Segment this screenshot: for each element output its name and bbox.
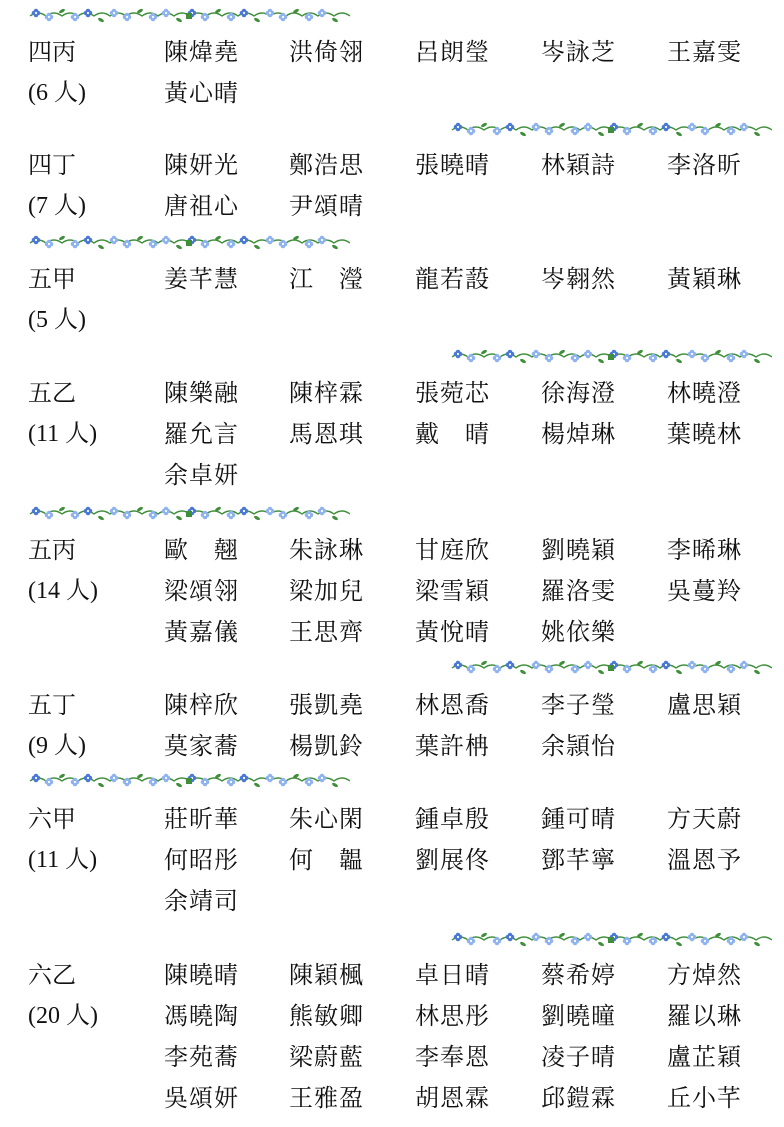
student-name: 胡恩霖 xyxy=(415,1084,490,1112)
student-name: 陳梓霖 xyxy=(289,379,364,407)
class-name: 六乙 xyxy=(28,961,76,989)
student-name: 李晞琳 xyxy=(667,536,742,564)
class-name: 六甲 xyxy=(28,805,76,833)
student-name: 卓日晴 xyxy=(415,961,490,989)
student-count: (11 人) xyxy=(28,421,98,447)
student-count: (5 人) xyxy=(28,307,86,333)
student-name: 劉展佟 xyxy=(415,846,490,874)
student-name: 方天蔚 xyxy=(667,805,742,833)
student-name: 王思齊 xyxy=(289,618,364,646)
student-name: 姚依樂 xyxy=(541,618,616,646)
student-name: 熊敏卿 xyxy=(289,1002,364,1030)
student-name: 陳穎楓 xyxy=(289,961,364,989)
class-name: 四丁 xyxy=(28,151,76,179)
student-name: 羅以琳 xyxy=(667,1002,742,1030)
student-name: 楊焯琳 xyxy=(541,420,616,448)
student-name: 劉曉曈 xyxy=(541,1002,616,1030)
student-name: 龍若蔎 xyxy=(415,265,490,293)
student-name: 岑翱然 xyxy=(541,265,616,293)
student-name: 丘小芊 xyxy=(667,1084,742,1112)
student-name: 黃穎琳 xyxy=(667,265,742,293)
student-name: 李子瑩 xyxy=(541,691,616,719)
student-name: 江 瀅 xyxy=(289,265,364,293)
student-name: 何昭彤 xyxy=(164,846,239,874)
student-name: 何 韞 xyxy=(289,846,364,874)
student-name: 盧芷穎 xyxy=(667,1043,742,1071)
student-name: 王嘉雯 xyxy=(667,38,742,66)
student-name: 林恩喬 xyxy=(415,691,490,719)
student-name: 張凱堯 xyxy=(289,691,364,719)
class-name: 五丁 xyxy=(28,691,76,719)
student-name: 凌子晴 xyxy=(541,1043,616,1071)
student-name: 呂朗瑩 xyxy=(415,38,490,66)
floral-divider-icon xyxy=(28,231,350,253)
student-name: 劉曉穎 xyxy=(541,536,616,564)
student-name: 黃悅晴 xyxy=(415,618,490,646)
floral-divider-icon xyxy=(450,345,772,367)
student-name: 梁加兒 xyxy=(289,577,364,605)
student-count: (9 人) xyxy=(28,733,86,759)
student-name: 尹頌晴 xyxy=(289,192,364,220)
student-name: 張曉晴 xyxy=(415,151,490,179)
class-name: 五乙 xyxy=(28,379,76,407)
student-name: 陳梓欣 xyxy=(164,691,239,719)
floral-divider-icon xyxy=(450,656,772,678)
student-name: 莊昕華 xyxy=(164,805,239,833)
student-name: 羅洛雯 xyxy=(541,577,616,605)
student-name: 羅允言 xyxy=(164,420,239,448)
floral-divider-icon xyxy=(28,769,350,791)
student-name: 徐海澄 xyxy=(541,379,616,407)
student-name: 陳煒堯 xyxy=(164,38,239,66)
student-name: 邱鎧霖 xyxy=(541,1084,616,1112)
student-name: 吳頌妍 xyxy=(164,1084,239,1112)
student-name: 李洛昕 xyxy=(667,151,742,179)
floral-divider-icon xyxy=(28,502,350,524)
student-name: 鄧芊寧 xyxy=(541,846,616,874)
student-name: 陳樂融 xyxy=(164,379,239,407)
student-name: 戴 晴 xyxy=(415,420,490,448)
student-name: 陳妍光 xyxy=(164,151,239,179)
student-name: 馬恩琪 xyxy=(289,420,364,448)
student-name: 葉許柟 xyxy=(415,732,490,760)
student-name: 朱詠琳 xyxy=(289,536,364,564)
student-name: 張菀芯 xyxy=(415,379,490,407)
student-name: 梁蔚藍 xyxy=(289,1043,364,1071)
floral-divider-icon xyxy=(28,4,350,26)
student-name: 鍾卓殷 xyxy=(415,805,490,833)
student-name: 林曉澄 xyxy=(667,379,742,407)
student-count: (7 人) xyxy=(28,193,86,219)
student-name: 余靖司 xyxy=(164,887,239,915)
student-name: 余頴怡 xyxy=(541,732,616,760)
floral-divider-icon xyxy=(450,118,772,140)
student-name: 余卓妍 xyxy=(164,461,239,489)
student-name: 林思彤 xyxy=(415,1002,490,1030)
student-name: 黃心晴 xyxy=(164,79,239,107)
student-name: 鍾可晴 xyxy=(541,805,616,833)
student-name: 溫恩予 xyxy=(667,846,742,874)
student-name: 李苑蕎 xyxy=(164,1043,239,1071)
student-count: (6 人) xyxy=(28,80,86,106)
floral-divider-icon xyxy=(450,928,772,950)
student-name: 李奉恩 xyxy=(415,1043,490,1071)
student-name: 盧思穎 xyxy=(667,691,742,719)
student-name: 吳蔓羚 xyxy=(667,577,742,605)
student-name: 蔡希婷 xyxy=(541,961,616,989)
student-name: 黃嘉儀 xyxy=(164,618,239,646)
student-count: (14 人) xyxy=(28,578,98,604)
student-name: 朱心閑 xyxy=(289,805,364,833)
student-name: 岑詠芝 xyxy=(541,38,616,66)
student-name: 姜芊慧 xyxy=(164,265,239,293)
student-count: (20 人) xyxy=(28,1003,98,1029)
class-name: 五丙 xyxy=(28,536,76,564)
student-name: 馮曉陶 xyxy=(164,1002,239,1030)
student-name: 王雅盈 xyxy=(289,1084,364,1112)
student-count: (11 人) xyxy=(28,847,98,873)
student-name: 莫家蕎 xyxy=(164,732,239,760)
student-name: 葉曉林 xyxy=(667,420,742,448)
student-name: 林穎詩 xyxy=(541,151,616,179)
student-name: 歐 翹 xyxy=(164,536,239,564)
class-name: 五甲 xyxy=(28,265,76,293)
student-name: 方焯然 xyxy=(667,961,742,989)
class-name: 四丙 xyxy=(28,38,76,66)
student-name: 甘庭欣 xyxy=(415,536,490,564)
student-name: 鄭浩思 xyxy=(289,151,364,179)
student-name: 唐祖心 xyxy=(164,192,239,220)
student-name: 洪倚翎 xyxy=(289,38,364,66)
student-name: 梁雪穎 xyxy=(415,577,490,605)
student-name: 梁頌翎 xyxy=(164,577,239,605)
student-name: 陳曉晴 xyxy=(164,961,239,989)
student-name: 楊凱鈴 xyxy=(289,732,364,760)
